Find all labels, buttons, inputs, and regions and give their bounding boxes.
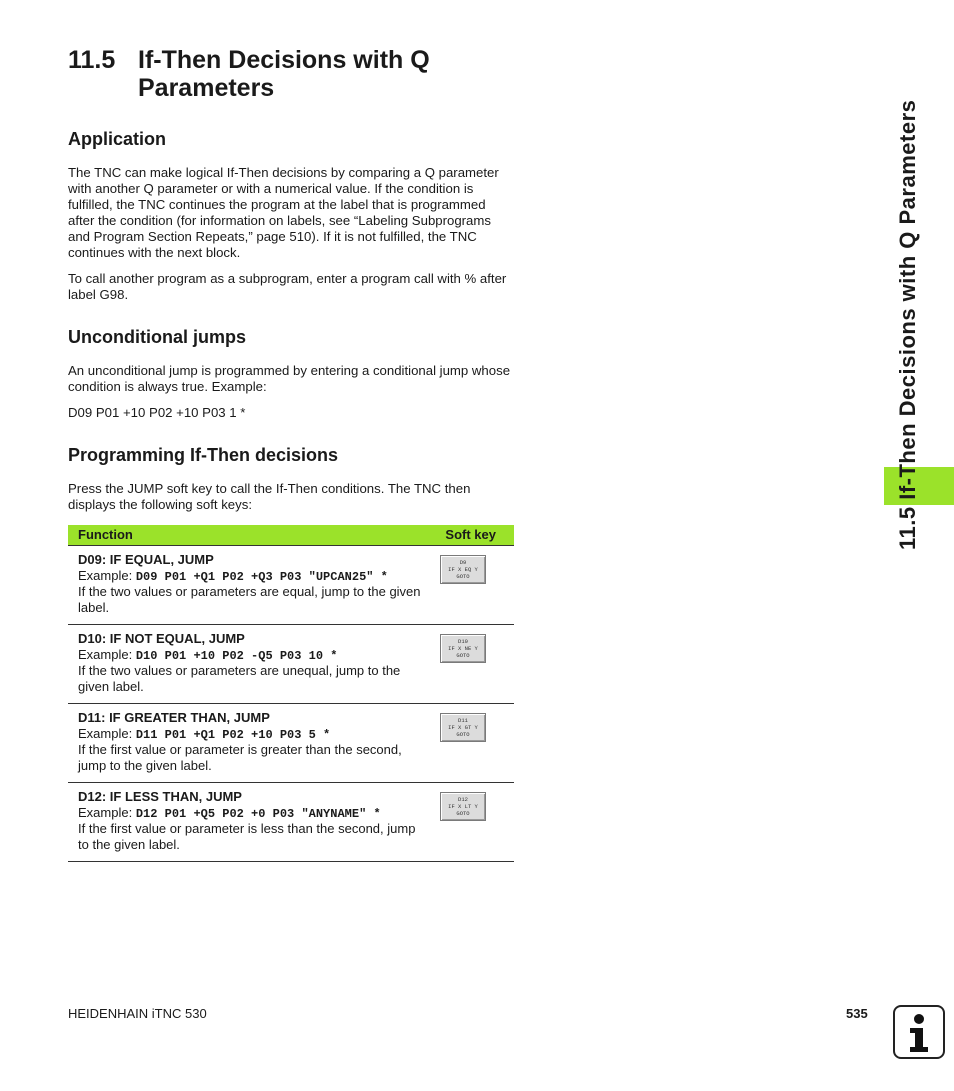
softkey-if-not-equal[interactable] bbox=[440, 634, 486, 663]
side-tab-title: 11.5 If-Then Decisions with Q Parameters bbox=[895, 99, 920, 550]
function-description: If the two values or parameters are equal, jump to the given label. bbox=[78, 584, 421, 615]
info-icon bbox=[893, 1005, 945, 1059]
softkey-line: IF X LT Y bbox=[448, 803, 478, 810]
programming-paragraph: Press the JUMP soft key to call the If-Then conditions. The TNC then displays the following soft keys: bbox=[68, 481, 471, 512]
unconditional-paragraph: An unconditional jump is programmed by entering a conditional jump whose condition is always true. Example: bbox=[68, 363, 511, 394]
softkey-line: IF X EQ Y bbox=[448, 566, 478, 573]
heading-unconditional-jumps: Unconditional jumps bbox=[68, 327, 246, 347]
function-description: If the first value or parameter is greater than the second, jump to the given label. bbox=[78, 742, 402, 773]
example-code: D09 P01 +Q1 P02 +Q3 P03 "UPCAN25" * bbox=[135, 570, 388, 584]
application-paragraph-1: The TNC can make logical If-Then decisions by comparing a Q parameter with another Q parameter or with a numerical value. If the condition is fulfilled, the TNC continues the program at the label that is programmed after the condition (for information on labels, see “Labeling Subprograms and Program Section Repeats,” page 510). If it is not fulfilled, the TNC continues with the next block. bbox=[68, 165, 499, 260]
example-label: Example: bbox=[78, 726, 133, 741]
softkey-line: D10 bbox=[458, 638, 468, 645]
example-label: Example: bbox=[78, 568, 133, 583]
page-title: If-Then Decisions with Q Parameters bbox=[138, 46, 430, 102]
function-description: If the first value or parameter is less than the second, jump to the given label. bbox=[78, 821, 416, 852]
softkey-line: D11 bbox=[458, 717, 468, 724]
softkey-table bbox=[68, 525, 514, 862]
softkey-line: GOTO bbox=[456, 731, 470, 738]
softkey-line: IF X GT Y bbox=[448, 724, 478, 731]
table-row bbox=[68, 704, 514, 783]
function-example bbox=[78, 647, 337, 663]
table-row bbox=[68, 546, 514, 625]
header-function: Function bbox=[78, 527, 133, 542]
info-icon-glyph bbox=[895, 1007, 943, 1057]
softkey-line: D12 bbox=[458, 796, 468, 803]
example-label: Example: bbox=[78, 647, 133, 662]
page-number: 535 bbox=[846, 1006, 868, 1021]
function-title: D11: IF GREATER THAN, JUMP bbox=[78, 710, 270, 725]
heading-application: Application bbox=[68, 129, 166, 149]
example-label: Example: bbox=[78, 805, 133, 820]
table-header bbox=[68, 525, 514, 546]
example-code: D11 P01 +Q1 P02 +10 P03 5 * bbox=[135, 728, 331, 742]
header-softkey: Soft key bbox=[445, 527, 496, 542]
section-number: 11.5 bbox=[68, 46, 116, 74]
softkey-if-less-than[interactable] bbox=[440, 792, 486, 821]
application-paragraph-2: To call another program as a subprogram, enter a program call with % after label G98. bbox=[68, 271, 507, 302]
softkey-if-equal[interactable] bbox=[440, 555, 486, 584]
function-example bbox=[78, 805, 381, 821]
unconditional-example: D09 P01 +10 P02 +10 P03 1 * bbox=[68, 405, 246, 420]
softkey-if-greater-than[interactable] bbox=[440, 713, 486, 742]
function-example bbox=[78, 726, 330, 742]
example-code: D12 P01 +Q5 P02 +0 P03 "ANYNAME" * bbox=[135, 807, 381, 821]
table-row bbox=[68, 625, 514, 704]
softkey-line: GOTO bbox=[456, 810, 470, 817]
heading-programming: Programming If-Then decisions bbox=[68, 445, 339, 465]
table-row bbox=[68, 783, 514, 862]
softkey-line: D9 bbox=[459, 559, 467, 566]
function-title: D10: IF NOT EQUAL, JUMP bbox=[78, 631, 245, 646]
function-description: If the two values or parameters are unequal, jump to the given label. bbox=[78, 663, 401, 694]
function-title: D12: IF LESS THAN, JUMP bbox=[78, 789, 242, 804]
example-code: D10 P01 +10 P02 -Q5 P03 10 * bbox=[135, 649, 338, 663]
softkey-line: GOTO bbox=[456, 652, 470, 659]
function-example bbox=[78, 568, 388, 584]
softkey-line: GOTO bbox=[456, 573, 470, 580]
footer-product-name: HEIDENHAIN iTNC 530 bbox=[68, 1006, 207, 1021]
function-title: D09: IF EQUAL, JUMP bbox=[78, 552, 214, 567]
softkey-line: IF X NE Y bbox=[448, 645, 478, 652]
